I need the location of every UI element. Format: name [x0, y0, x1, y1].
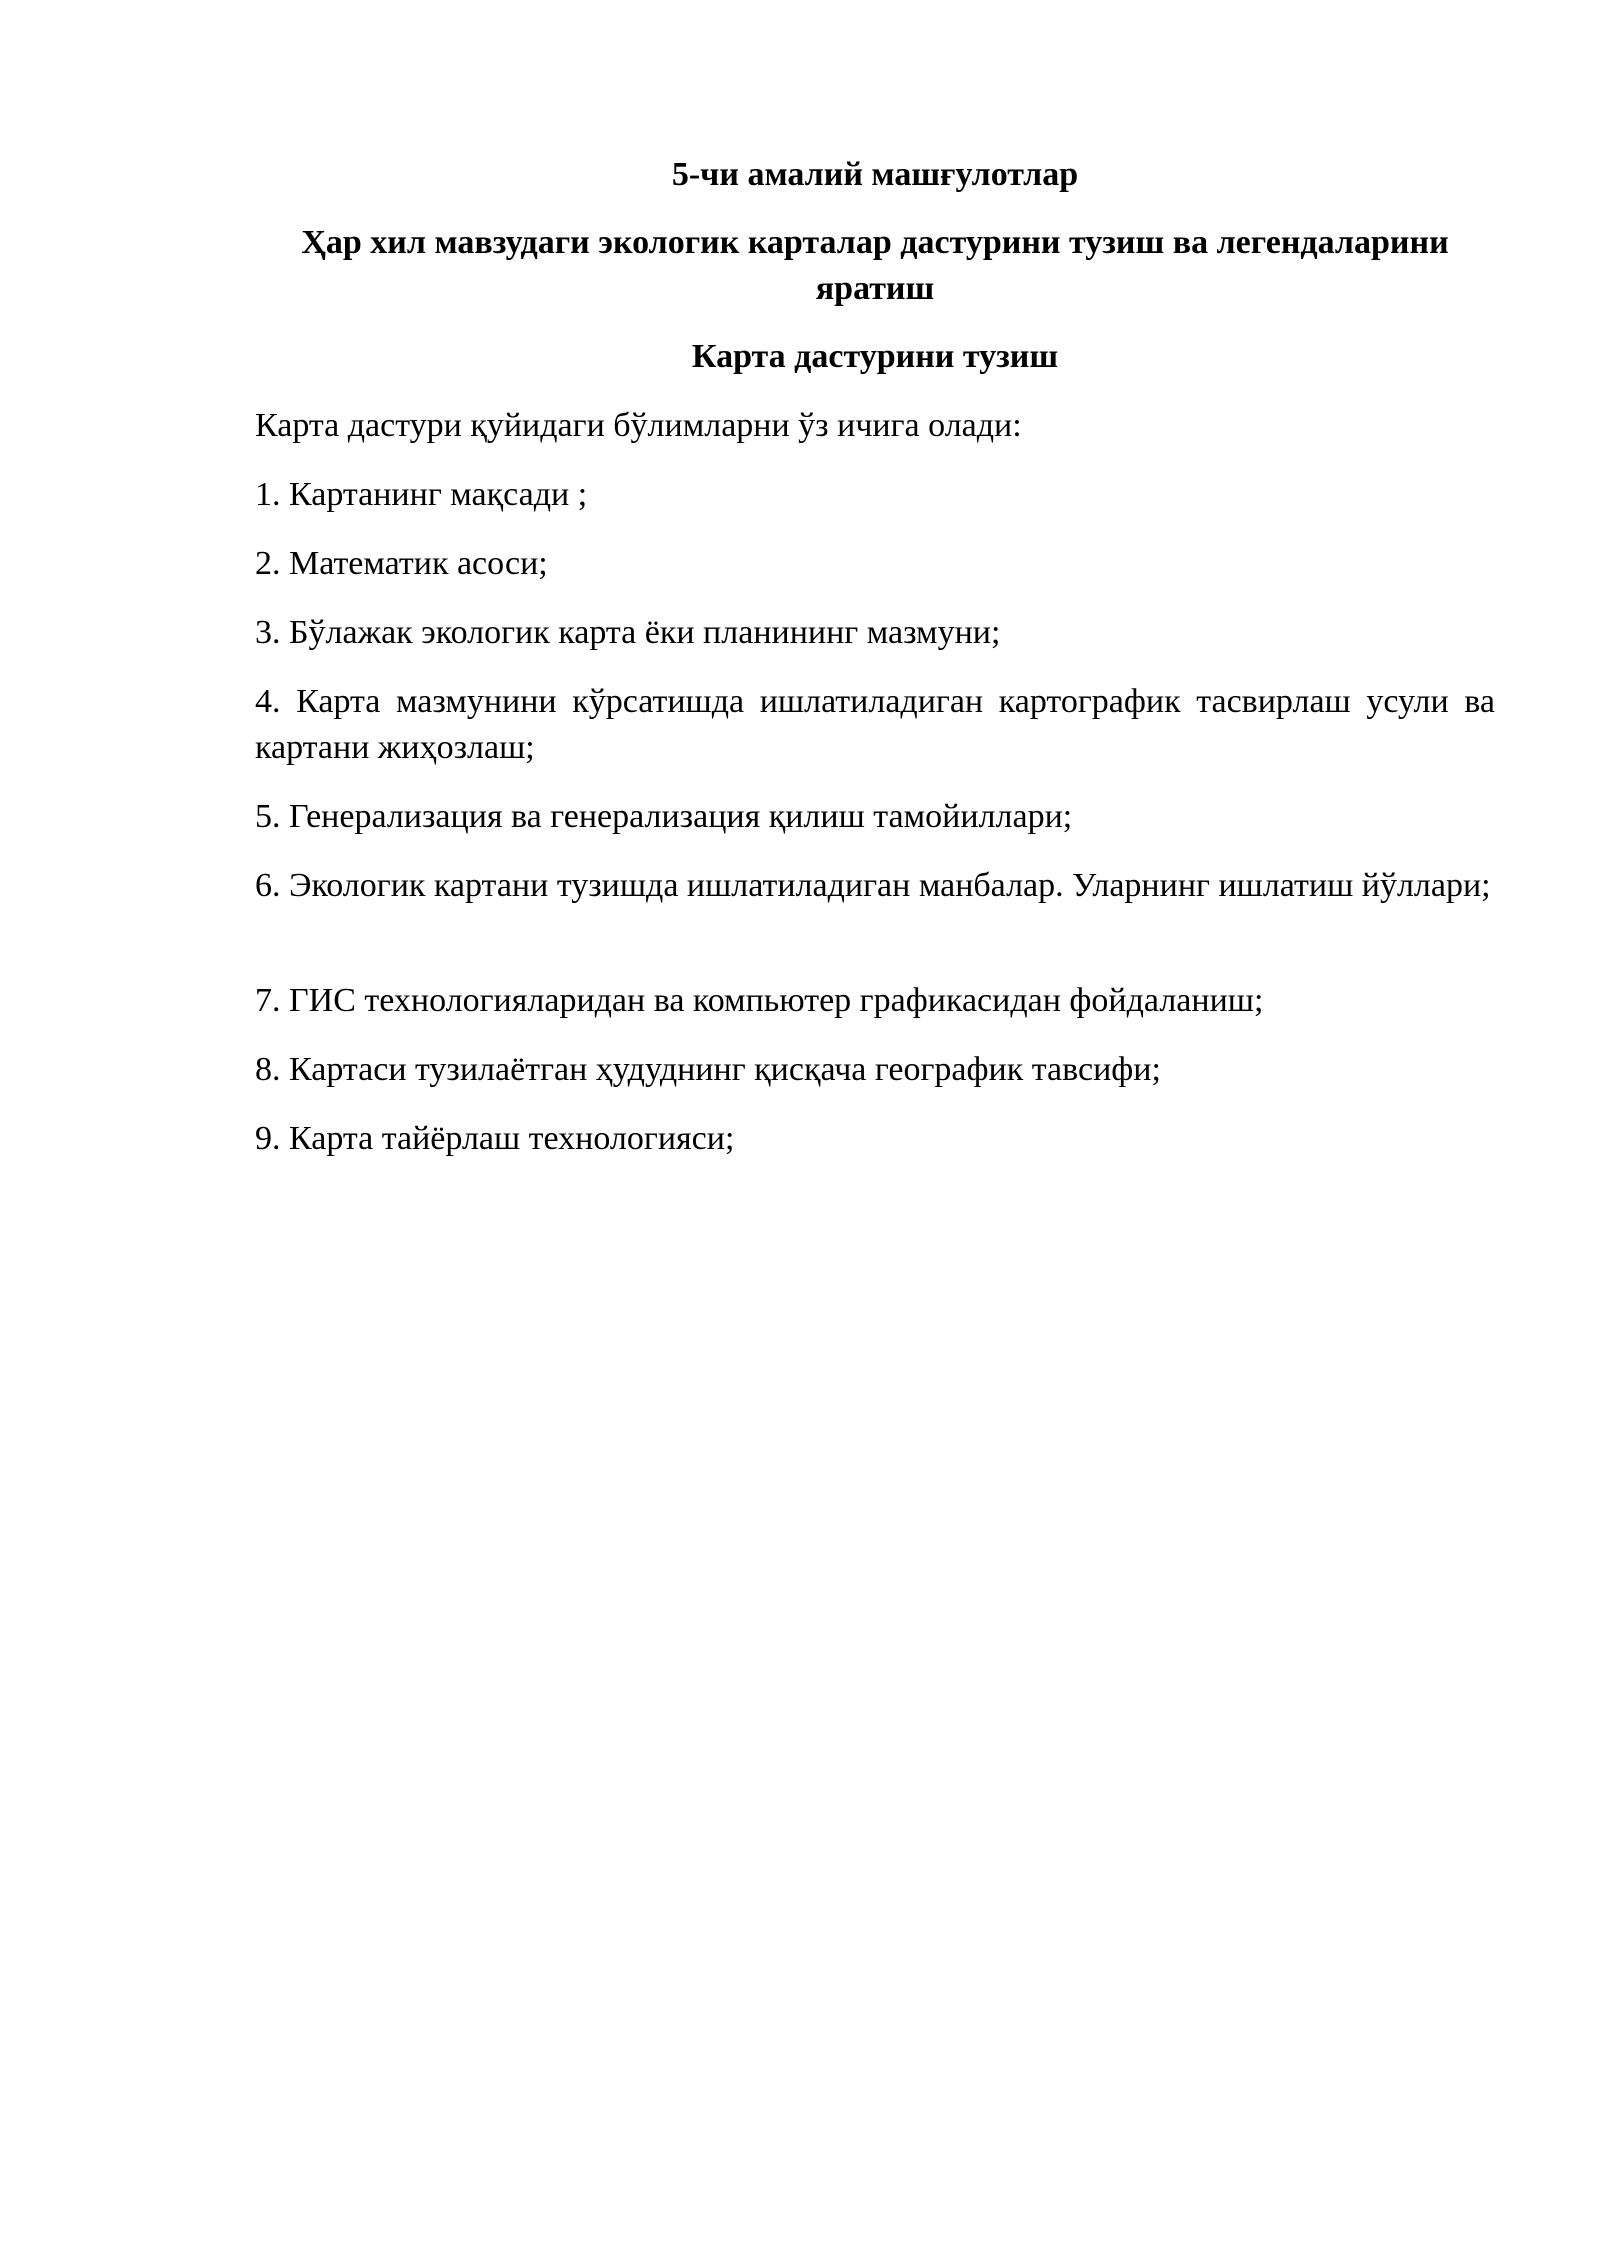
- list-item-3: 3. Бўлажак экологик карта ёки планининг мазмуни;: [255, 614, 1001, 651]
- list-item-9: 9. Карта тайёрлаш технологияси;: [255, 1120, 735, 1157]
- list-item-5: 5. Генерализация ва генерализация қилиш тамойиллари;: [255, 798, 1073, 835]
- list-item-6: 6. Экологик картани тузишда ишлатиладиган манбалар. Уларнинг ишлатиш йўллари;: [255, 867, 1491, 904]
- list-item-7: 7. ГИС технологияларидан ва компьютер графикасидан фойдаланиш;: [255, 982, 1264, 1019]
- intro-paragraph: Карта дастури қуйидаги бўлимларни ўз ичига олади:: [255, 407, 1022, 444]
- list-item-8: 8. Картаси тузилаётган ҳудуднинг қисқача географик тавсифи;: [255, 1051, 1161, 1088]
- list-item-1: 1. Картанинг мақсади ;: [255, 476, 588, 513]
- list-item-2: 2. Математик асоси;: [255, 545, 548, 582]
- list-item-4: 4. Карта мазмунини кўрсатишда ишлатиладиган картографик тасвирлаш усули ва картани жиҳозлаш;: [255, 683, 1495, 766]
- document-title: 5-чи амалий машғулотлар: [671, 156, 1079, 193]
- section-heading: Карта дастурини тузиш: [691, 338, 1059, 375]
- document-subtitle: Ҳар хил мавзудаги экологик карталар дастурини тузиш ва легендаларини яратиш: [301, 224, 1449, 307]
